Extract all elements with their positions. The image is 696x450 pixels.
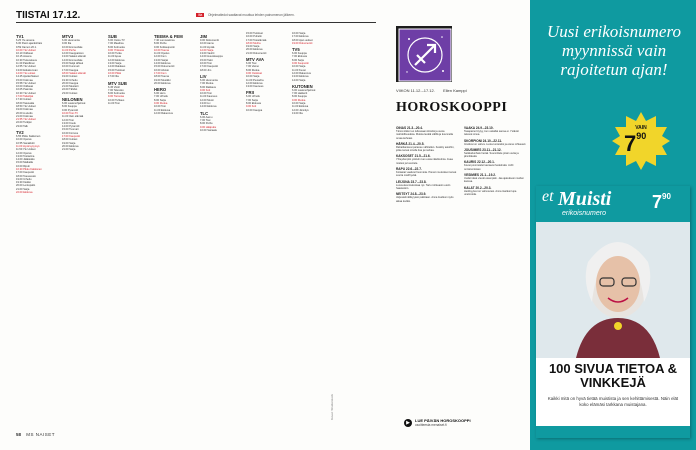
cover-price-cents: 90 (662, 192, 671, 201)
program-listing: 16.00 Puhelin (246, 35, 262, 39)
advertisement (530, 0, 696, 450)
program-listing: 17.00 Kaupunki (200, 65, 219, 69)
program-listing: 9.00 Dokumentti (200, 39, 219, 42)
program-listing: 7.00 Elokuva (292, 55, 307, 59)
horoscope-author: Ellen Kamppi (443, 88, 467, 93)
program-listing: 10.00 Teema (154, 48, 169, 52)
channel-name: TV2 (16, 130, 24, 136)
program-listing: 16.30 Pikku Kakkonen (16, 167, 42, 171)
program-listing: 18.00 Uutiset (62, 138, 78, 142)
horoscope-signs-right-column (464, 124, 527, 414)
program-listing: 8.00 Ruoka (246, 68, 260, 72)
horoscope-week (396, 88, 467, 93)
program-listing: 9.59 Oamon 20.1. (16, 45, 37, 49)
program-listing: 11.00 Kauneus (200, 95, 218, 99)
sagittarius-icon (397, 27, 453, 83)
tv-column (62, 32, 104, 424)
zodiac-sign-name: LEIJONA 23.7.–23.8. (396, 179, 427, 184)
program-listing: 13.00 Sarjat (154, 58, 168, 62)
program-listing: 15.00 Neljä tähteä (62, 62, 84, 66)
program-listing: 15.00 Dokumentti (154, 65, 175, 69)
program-listing: 10.00 Emmerdale (62, 45, 83, 49)
zodiac-sign-name: VAAKA 24.9.–23.10. (464, 126, 494, 130)
program-listing: 20.00 Elokuva (246, 48, 263, 52)
zodiac-sign-text: Seikkailunhalu herää. Suunnittele jotain uutta ja jännittävää. (464, 151, 519, 159)
program-listing: 11.00 Opetus (154, 52, 170, 56)
program-listing: 17.00 Kaupunki (62, 135, 81, 139)
channel-name: MTV AVA (246, 57, 265, 63)
program-listing: 19.30 Kiekko (16, 181, 31, 185)
program-listing: 6.30 Pasin ajankohtais (16, 42, 43, 46)
program-listing: 12.00 Kauppatoivo (62, 52, 84, 56)
channel-name: FRII (246, 90, 254, 96)
zodiac-sign-name: KALAT 20.2.–20.3. (464, 185, 492, 190)
program-listing: 14.25 Ajankohtaiset (16, 75, 39, 79)
program-listing: 9.00 Koti (200, 88, 211, 92)
program-listing: 17.00 Elokuva (292, 35, 309, 39)
program-listing: 15.58 Yle Uutiset (16, 81, 36, 85)
program-listing: 9.00 Kaupunki (292, 62, 309, 66)
cover-price-main: 7 (652, 192, 663, 212)
program-listing: 7.00 Televisio (108, 88, 124, 92)
program-listing: 17.00 Kaupunki (16, 171, 35, 175)
zodiac-sign-text: Intuitiosi on vahva. Luota tunteisiisi ja etene rohkeasti. (464, 142, 526, 146)
program-listing: 13.00 Ilta (292, 111, 303, 115)
program-listing: 10.00 Sarja (292, 102, 306, 106)
program-listing: 16.00 Pitkä (108, 71, 121, 75)
info-tag: Ilta (198, 13, 203, 17)
zodiac-sign-name: HÄRKÄ 21.4.–20.5. (396, 141, 425, 146)
logo-muisti: Muisti (558, 188, 612, 210)
arrow-right-icon: ▶ (404, 419, 412, 427)
program-listing: 13.00 Vauhti (200, 52, 215, 56)
program-listing: 21.00 Kotimaa (16, 114, 33, 118)
program-listing: 12.00 Elokuva (246, 81, 263, 85)
program-listing: 8.00 Kauppa (62, 105, 77, 109)
channel-name: MTV3 (62, 34, 74, 39)
program-listing: 8.00 Rakkaus (200, 85, 216, 89)
program-listing: 8.00 Sarja (154, 98, 166, 102)
program-listing: 21.55 Yle Uutiset (16, 118, 36, 122)
program-listing: 14.00 Huutokauppa (200, 55, 223, 59)
program-listing: 7.00 Hakkerit (292, 92, 308, 96)
channel-name: NELONEN (62, 97, 83, 103)
program-listing: 6.25 Yle areena (16, 39, 35, 42)
zodiac-sign-text: Kovat ponnistelut kantavat hedelmää. Juhli onnistumisiasi. (464, 164, 514, 171)
program-listing: 14.00 Elokuva (200, 105, 217, 109)
zodiac-sign-name: SKORPIONI 24.10.–22.11. (464, 138, 503, 143)
program-listing: 10.00 Yle Uutiset (16, 48, 36, 52)
program-listing: 20.00 Elokuva (154, 81, 171, 85)
program-listing: 15.00 Kotimaa (16, 78, 33, 82)
program-listing: 14.00 Yle uutiset (16, 71, 36, 75)
program-listing: 12.00 Sarja (200, 48, 214, 52)
program-listing: 8.00 Perhe (200, 122, 213, 126)
program-listing: 12.55 Yle Uutiset (16, 65, 36, 69)
program-listing: 9.00 Ruoka (154, 102, 168, 106)
program-listing: 11.00 Puutarha (246, 78, 264, 82)
program-listing: 13.00 Tositarina (16, 154, 35, 158)
page-date: TIISTAI 17.12. (16, 10, 81, 21)
cover-headline: 100 SIVUA TIETOA & VINKKEJÄ (548, 361, 678, 390)
program-listing: 16.30 Yle Uutiset (16, 91, 36, 95)
program-listing: 9.00 Ostokset (246, 71, 263, 75)
program-listing: 16.00 Kummeli (62, 65, 80, 69)
program-listing: 9.00 Ruoka (292, 98, 306, 102)
program-listing: 14.00 Rakkaus (108, 65, 126, 69)
zodiac-sign-text: Yhteydenpito ystäviin tuo uusia näkökulmia. Avaa mielesi ja kuuntele. (396, 158, 453, 165)
program-listing: 12.00 Fem (154, 55, 167, 59)
program-listing: 6.00 Lastenohjelmat (62, 102, 86, 106)
program-listing: 19.00 Sarja (246, 45, 260, 49)
zodiac-sign-text: Tasapaino löytyy, kun uskallat sanoa ei. Ystävät tukevat sinua. (464, 130, 519, 137)
program-listing: 10.55 Sanaklubi (16, 141, 35, 145)
price-value (624, 131, 664, 157)
program-listing: 15.00 Tulokset (246, 32, 263, 35)
price-main: 7 (624, 131, 637, 156)
program-listing: 22.00 Elokuva (16, 191, 33, 195)
program-listing: 18.00 Teema (154, 75, 169, 79)
program-listing: 13.00 Eduskunnan (16, 68, 38, 72)
program-listing: 9.00 Koti (246, 105, 257, 109)
program-listing: 10.10 Oddaset (16, 52, 34, 56)
program-listing: 11.00 Perhe (62, 48, 76, 52)
program-listing: 22.00 Tähdet (62, 88, 78, 92)
program-listing: 21.00 Sarja (62, 148, 76, 152)
zodiac-sign-text: Tämä viikko tuo tullessaan kiireitä ja uusia mahdollisuuksia. Muista levätä välillä ja kuunnella omaa kehoasi. (396, 130, 453, 140)
zodiac-sign-text: Luovuutesi kukoistaa nyt. Tartu rohkeasti uusiin haasteisiin. (396, 183, 451, 190)
zodiac-sign-name: OINAS 21.3.–20.4. (396, 126, 423, 130)
ad-headline: Uusi erikoisnumero myynnissä vain rajoitetun ajan! (547, 22, 681, 79)
program-listing: 19.30 Urheilu (62, 78, 78, 82)
program-listing: 10.00 Opetus (16, 138, 32, 142)
program-listing: 11.00 Vain elämää (62, 115, 84, 119)
tv-column (16, 32, 58, 424)
cover-subtext: Kaikki mitä on hyvä tietää muistista ja sen kehittämisestä. Näin elät koko elämäsi tarkkana muistajana. (547, 396, 679, 407)
cover-bottom-strip (536, 426, 690, 438)
program-listing: 19.00 Dokumentti (292, 41, 313, 45)
channel-name: JIM (200, 34, 207, 39)
channel-name: KUTONEN (292, 83, 313, 89)
program-listing: 11.50 Yle Uutiset (16, 148, 36, 152)
program-listing: 12.00 Tosi (62, 118, 74, 122)
channel-name: TEEMA & FEM (154, 34, 183, 39)
program-listing: 13.00 Sarja (108, 62, 122, 66)
price-cents: 90 (636, 131, 647, 141)
program-listing: 17.00 Fem (154, 71, 167, 75)
program-listing: 19.00 Musiikki (154, 78, 171, 82)
program-listing: 12.00 Rakennus (154, 111, 173, 115)
program-listing: 12.00 Elokuva (108, 58, 125, 62)
program-listing: 14.00 Emmerdale (62, 58, 83, 62)
program-listing: 6.00 Aamu (200, 115, 213, 119)
cover-masthead (536, 186, 690, 222)
program-listing: 9.00 Yhdessä (108, 48, 124, 52)
info-text: Ohjelmatiedot saattavat muuttua lehden painomenon jälkeen. (208, 13, 295, 17)
program-listing: 20.00 A-studio (16, 111, 33, 115)
program-listing: 9.00 Pyramidi (62, 108, 78, 112)
program-listing: 18.00 Teeveessä (16, 174, 36, 178)
program-listing: 6.45 Visiiri (108, 85, 120, 89)
program-listing: 16.00 Arkisto (154, 68, 169, 72)
logo-et: et (542, 188, 554, 205)
program-listing: 9.00 Kotikaupunki (154, 45, 175, 49)
price-burst (612, 112, 670, 170)
program-listing: 6.00 Urheilu (246, 95, 260, 99)
program-listing: 9.00 Ilta (62, 42, 72, 46)
header-rule (16, 22, 376, 23)
program-listing: 7.00 Maailma (108, 42, 124, 46)
page-footer (16, 432, 55, 437)
program-listing: 7.00 Urheilu (154, 95, 168, 99)
zodiac-sign-name: KAKSOSET 21.5.–21.6. (396, 154, 431, 159)
photo-credit: Kuvat: Shutterstock (330, 393, 334, 420)
program-listing: 19.00 Kotimaa (16, 108, 33, 112)
program-listing: 18.50 Yle Uutiset (16, 104, 36, 108)
magazine-name: MS NAISET (26, 432, 56, 437)
program-listing: 9.00 Hääpuku (200, 125, 217, 129)
program-listing: 11.00 Elokuva (292, 105, 309, 109)
program-listing: 6.00 Huomenta (200, 78, 218, 82)
tv-column (154, 32, 196, 424)
channel-name: LIV (200, 73, 207, 79)
program-listing: 16.05 Pasinka (16, 88, 33, 92)
program-listing: 12.00 Jännitys (292, 108, 309, 112)
program-listing: 10.00 Sarja (292, 65, 306, 69)
program-listing: 10.00 Tosi-TV (62, 111, 78, 115)
program-listing: 7.00 Tosi (200, 118, 211, 122)
program-listing: 11.00 Kuvat (292, 68, 306, 72)
program-listing: 16.00 Ripuli (16, 164, 30, 168)
program-listing: 6.55 Pikku Kakkonen (16, 135, 41, 139)
program-listing: 21.00 Dokumentti (246, 51, 267, 55)
program-listing: 8.00 Kotiruoka (108, 92, 125, 96)
horoscope-title: HOROSKOOPPI (396, 100, 508, 115)
program-listing: 14.00 Pyramidi (62, 125, 80, 129)
program-listing: 11.00 Hyvä kysymys (16, 144, 40, 148)
channel-name: TV1 (16, 34, 24, 39)
program-listing: 7.00 Ruoka (200, 82, 214, 86)
channel-name: SUB (108, 34, 117, 39)
zodiac-sign-name: RAPU 22.6.–22.7. (396, 167, 422, 172)
program-listing: 14.00 Jääkiekko (16, 158, 35, 162)
program-listing: 11.00 Hyvää (200, 45, 215, 49)
program-listing: 15.00 Tulokset (108, 68, 125, 72)
program-listing: 17.00 Ilta (108, 75, 119, 79)
program-listing: 9.00 Tietovisa (108, 95, 125, 99)
program-listing: 16.00 Oddasat (16, 85, 34, 89)
program-listing: 17.00 Kauppa (62, 68, 79, 72)
program-listing: 19.00 Sarja (62, 141, 76, 145)
program-listing: 13.00 Salatut elämät (62, 55, 86, 59)
channel-name: MTV SUB (108, 80, 127, 86)
program-listing: 16.00 Fortune (62, 131, 79, 135)
program-listing: 15.00 Tuomari (62, 128, 79, 132)
program-listing: 18.00 Ajan uutiset (292, 38, 313, 42)
program-listing: 14.00 Elokuva (154, 62, 171, 66)
channel-name: TV5 (292, 47, 300, 53)
program-listing: 8.00 Kotiruoka (108, 45, 125, 49)
program-listing: 18.00 Salatut elämät (62, 71, 86, 75)
program-listing: 10.00 Tosi (154, 105, 166, 109)
zodiac-sign-name: VESIMIES 21.1.–19.2. (464, 173, 496, 178)
program-listing: 13.00 Kauneus (246, 85, 264, 89)
program-listing: 20.00 Lentopallo (16, 184, 36, 188)
magazine-cover (536, 186, 690, 438)
zodiac-sign-text: Järjestelmällisyytesi palkitaan. Anna itsellesi myös aikaa levätä. (396, 196, 454, 203)
program-listing: 12.00 Muoti (200, 98, 214, 102)
page-number: 58 (16, 432, 22, 437)
program-listing: 10.00 Tutka (108, 52, 122, 56)
program-listing: 15.00 Matkalla (16, 161, 33, 165)
cta-sub: osoitteesta menaiset.fi (415, 423, 447, 427)
program-listing: 6.00 Ostos-TV (108, 39, 125, 42)
program-listing: 17.30 Uutiset (16, 98, 32, 102)
program-listing: 13.00 Koulu (62, 121, 76, 125)
program-listing: 19.00 Uutiset (62, 75, 78, 79)
program-listing: 10.30 Tulevaisuus (16, 58, 37, 62)
program-listing: 8.00 Perhe (154, 42, 167, 46)
program-listing: 8.00 Elokuva (246, 102, 261, 106)
zodiac-sign-text: Herkkyytesi on vahvuutesi. Anna itsellesi lupa unelmoida. (464, 189, 517, 196)
cover-photo (536, 222, 690, 358)
program-listing: 8.00 Sarja (292, 58, 304, 62)
program-listing: 21.00 Sarja (16, 187, 30, 191)
program-listing: 6.00 Tosi (246, 62, 257, 66)
horoscope-signs-left (396, 124, 459, 414)
zodiac-sign-text: Rahatilanteesi paranee vähitellen. Keskity asioihin, jotka tuovat sinulle iloa ja rauhaa. (396, 145, 455, 153)
program-listing: 23.00 Uutiset (62, 91, 78, 95)
program-listing: 11.00 Tosi (108, 102, 120, 106)
program-listing: 14.00 Sarja (292, 78, 306, 82)
program-listing: 23.00 Talk (16, 124, 28, 128)
channel-name: HERO (154, 87, 167, 93)
program-listing: 11.30 Pakollinen (16, 62, 35, 66)
zodiac-sign-text: Kotiasiat vaativat huomiota. Pienet muutokset tuovat suurta mielihyvää. (396, 171, 457, 178)
channel-name: TLC (200, 110, 209, 116)
program-listing: 17.00 Taiteilijat (16, 95, 34, 99)
program-listing: 10.00 Sairaala (200, 128, 217, 132)
program-listing: 7.00 Sarja (246, 98, 258, 102)
program-listing: 20.00 Elokuva (62, 144, 79, 148)
program-listing: 16.00 Sarja (292, 32, 306, 35)
program-listing: 15.00 Talot (200, 58, 213, 62)
program-listing: 21.00 Mestarit (62, 85, 79, 89)
week-label: VIIKON 11.12.–17.12. (396, 88, 435, 93)
program-listing: 10.15 Areena (16, 55, 32, 59)
price-label: VAIN (635, 125, 647, 131)
program-listing: 13.00 Liv (200, 102, 211, 106)
tv-column (246, 32, 288, 424)
program-listing: 6.00 Kauppa (292, 52, 307, 56)
program-listing: 12.00 Rakennus (292, 71, 311, 75)
woman-portrait-icon (536, 222, 690, 358)
logo-sub: erikoisnumero (562, 210, 606, 217)
program-listing: 6.00 Huomenta (62, 39, 80, 42)
program-listing: 19.00 Urheilu (16, 177, 32, 181)
program-listing: 18.00 Jim (200, 68, 212, 72)
program-listing: 18.00 Tasavalta (16, 101, 35, 105)
program-listing: 7.00 Vaimo (246, 65, 259, 69)
zodiac-sign-text: Uudet ideat vievät eteenpäin. Jaa ajatuksesi muiden kanssa. (464, 177, 524, 184)
program-listing: 7.40 Lumovaloma (154, 39, 175, 42)
program-listing: 11.00 Elokuva (154, 108, 171, 112)
tv-column (292, 32, 334, 424)
cta-label: LUE PÄIVÄN HOROSKOOPPI (415, 418, 471, 423)
program-listing: 12.00 Opetus (16, 151, 32, 155)
program-listing: 10.00 Tosi (200, 92, 212, 96)
program-listing: 10.00 Tuhlaus (108, 98, 125, 102)
cover-price (652, 192, 671, 213)
zodiac-sign-name: NEITSYT 24.8.–23.9. (396, 192, 427, 197)
program-listing: 18.00 Murha (246, 41, 261, 45)
program-listing: 17.00 Tosielämää (246, 38, 267, 42)
page-header (16, 10, 416, 22)
program-listing: 22.00 Tutkijat (16, 121, 32, 125)
program-listing: 6.00 Hero (154, 92, 166, 96)
program-listing: 8.00 Kauppa (292, 95, 307, 99)
tv-column (108, 32, 150, 424)
program-listing: 10.00 Aamu (200, 42, 214, 46)
program-listing: 10.00 Sarja (246, 75, 260, 79)
zodiac-sign-name: KAURIS 22.12.–20.1. (464, 160, 495, 165)
horoscope-cta[interactable] (404, 418, 471, 427)
program-listing: 10.00 Kauppa (246, 108, 263, 112)
zodiac-emblem (396, 26, 452, 82)
program-listing: 6.00 Lastenohjelmat (292, 88, 316, 92)
program-listing: 16.00 Tosi (200, 62, 212, 66)
zodiac-sign-name: JOUSIMIES 23.11.–21.12. (464, 147, 502, 152)
program-listing: 13.00 Elokuva (292, 75, 309, 79)
program-listing: 20.00 Kauppa (62, 81, 79, 85)
tv-column (200, 32, 242, 424)
program-listing: 11.00 Apua (108, 55, 121, 59)
